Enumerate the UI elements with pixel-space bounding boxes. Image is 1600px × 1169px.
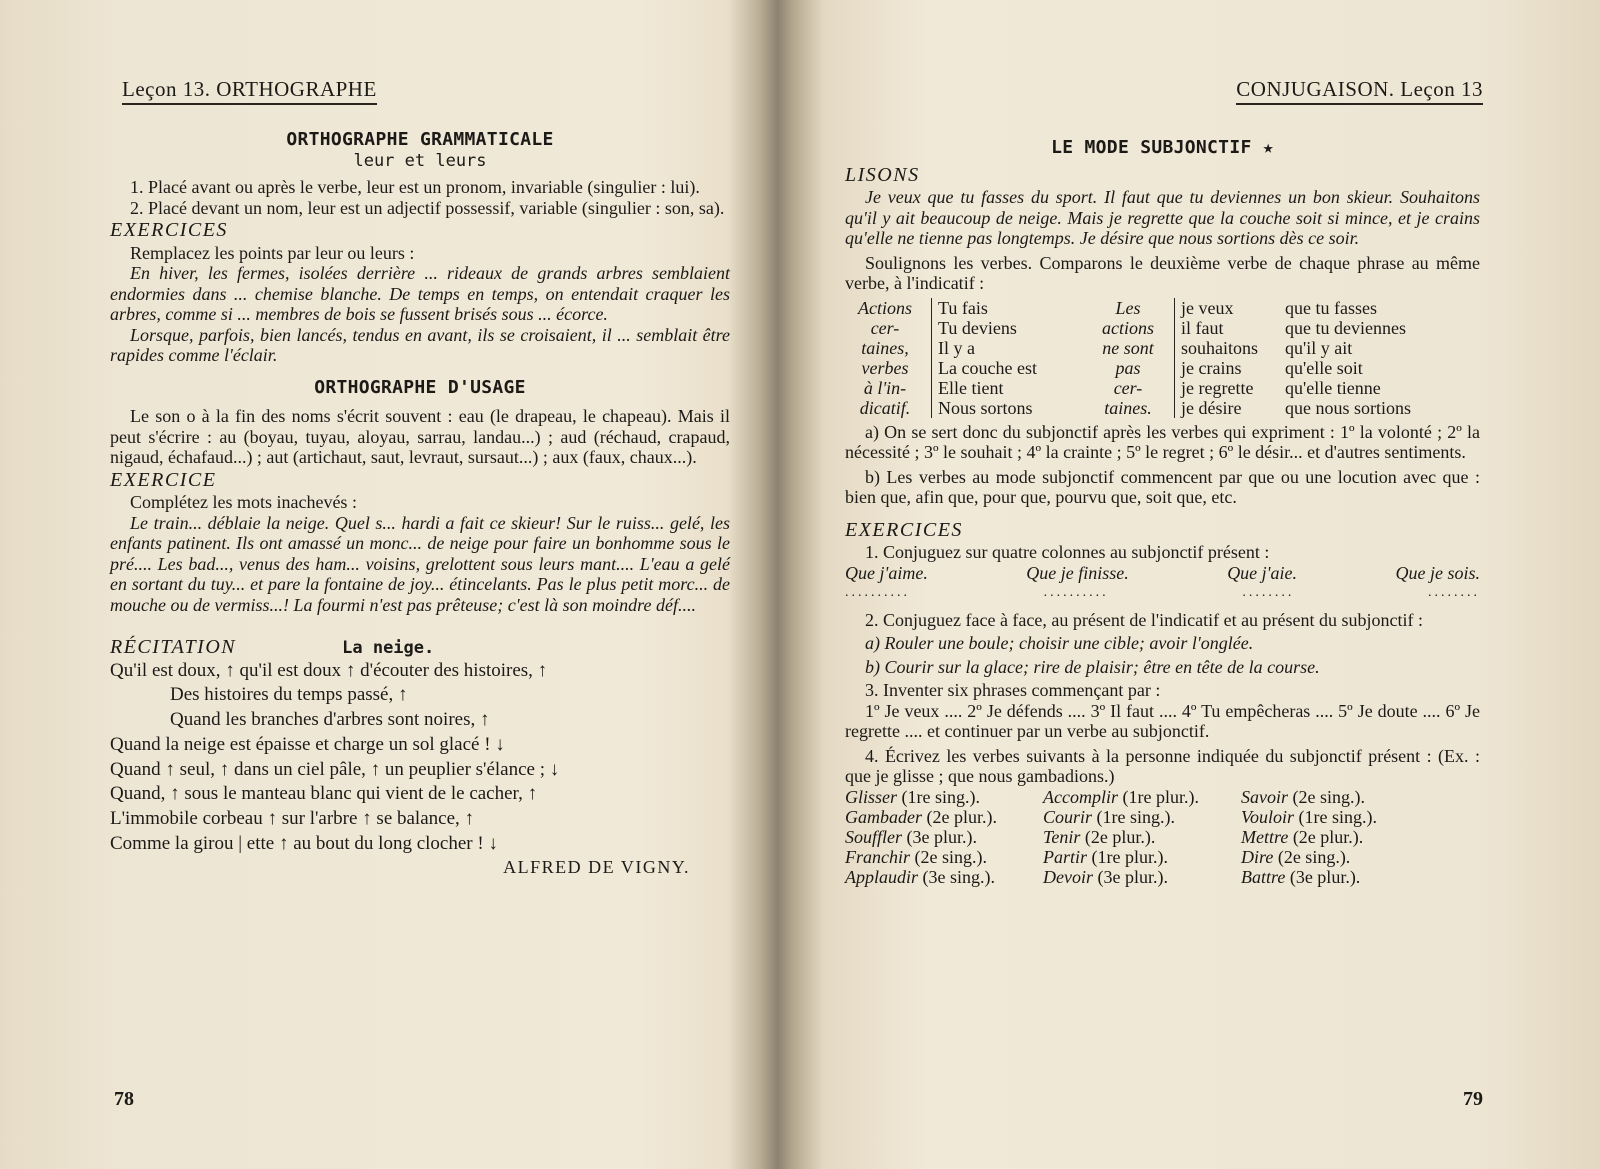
verb-cell: Savoir (2e sing.). xyxy=(1241,786,1365,807)
verb-cell: Souffler (3e plur.). xyxy=(845,826,977,847)
dots: ........ xyxy=(1427,585,1480,600)
verb-cell: Tenir (2e plur.). xyxy=(1043,826,1156,847)
section-subtitle: leur et leurs xyxy=(353,150,487,171)
poem-line: Qu'il est doux, ↑ qu'il est doux ↑ d'écouter des histoires, ↑ xyxy=(110,659,548,681)
section-title-grammaticale: ORTHOGRAPHE GRAMMATICALE xyxy=(286,129,554,150)
dots: .......... xyxy=(845,585,910,600)
verb-cell: Glisser (1re sing.). xyxy=(845,786,980,807)
model-verb: Que je sois. xyxy=(1395,562,1480,583)
subjunctive-column xyxy=(1285,298,1411,418)
main-verb: souhaitons xyxy=(1181,337,1259,358)
brace-right xyxy=(1174,298,1175,418)
indicative-verb: Nous sortons xyxy=(938,397,1033,418)
poem-line: Quand ↑ seul, ↑ dans un ciel pâle, ↑ un peuplier s'élance ; ↓ xyxy=(110,758,560,780)
poem-line: L'immobile corbeau ↑ sur l'arbre ↑ se balance, ↑ xyxy=(110,808,475,830)
page-number-left: 78 xyxy=(114,1088,134,1110)
verb-cell: Accomplir (1re plur.). xyxy=(1043,786,1199,807)
verb-cell: Gambader (2e plur.). xyxy=(845,806,997,827)
verb-cell: Courir (1re sing.). xyxy=(1043,806,1176,827)
dots: ........ xyxy=(1242,585,1295,600)
model-verb: Que j'aime. xyxy=(845,562,928,583)
main-verb: je crains xyxy=(1181,357,1242,378)
subjunctive-verb: que tu fasses xyxy=(1285,297,1377,318)
exercise-instruction: Remplacez les points par leur ou leurs : xyxy=(130,242,415,263)
running-head-right: CONJUGAISON. Leçon 13 xyxy=(1236,78,1483,105)
exercise-2: 2. Conjuguez face à face, au présent de l'indicatif et au présent du subjonctif : xyxy=(865,609,1424,630)
indicative-verb: Tu deviens xyxy=(938,317,1017,338)
comparison-left-label: Actions cer- taines, verbes à l'in- dicatif. xyxy=(858,297,912,418)
running-head-left: Leçon 13. ORTHOGRAPHE xyxy=(122,78,377,105)
indicative-verb: La couche est xyxy=(938,357,1037,378)
section-title-usage: ORTHOGRAPHE D'USAGE xyxy=(314,376,526,398)
poem-line: Des histoires du temps passé, ↑ xyxy=(170,684,408,706)
right-exercises-heading: EXERCICES xyxy=(845,518,963,541)
subjunctive-verb: qu'elle soit xyxy=(1285,357,1363,378)
verb-cell: Vouloir (1re sing.). xyxy=(1241,806,1377,827)
main-verb-column xyxy=(1181,298,1285,418)
exercise-2b: b) Courir sur la glace; rire de plaisir; être en tête de la course. xyxy=(865,656,1320,677)
page-number-right: 79 xyxy=(1463,1088,1483,1110)
subjunctive-verb: qu'il y ait xyxy=(1285,337,1353,358)
exercise-3-text: 1º Je veux .... 2º Je défends .... 3º Il faut .... 4º Tu empêcheras .... 5º Je doute .... 6º Je regrette .... et continuer par un verbe au subjonctif. xyxy=(845,700,1480,741)
subjunctive-verb: qu'elle tienne xyxy=(1285,377,1381,398)
brace-left xyxy=(931,298,932,418)
dots: .......... xyxy=(1043,585,1109,600)
lesson-title: LE MODE SUBJONCTIF ★ xyxy=(1051,137,1274,158)
recitation-heading: RÉCITATION xyxy=(110,636,237,658)
comparison-table xyxy=(845,298,1480,418)
main-verb: je désire xyxy=(1181,397,1242,418)
indicative-verb: Elle tient xyxy=(938,377,1004,398)
poem xyxy=(110,659,730,857)
lisons-heading: LISONS xyxy=(845,163,920,186)
exercise-4: 4. Écrivez les verbes suivants à la personne indiquée du subjonctif présent : (Ex. : que je glisse ; que nous gambadions.) xyxy=(845,745,1480,786)
exercise-2a: a) Rouler une boule; choisir une cible; avoir l'onglée. xyxy=(865,633,1254,653)
poem-title: La neige. xyxy=(342,638,435,658)
verb-cell: Battre (3e plur.). xyxy=(1241,866,1361,887)
usage-rule: Le son o à la fin des noms s'écrit souvent : eau (le drapeau, le chapeau). Mais il peut s'écrire : au (boyau, tuyau, aloyau, sarrau, landau...) ; aud (réchaud, crapaud, nigaud, échafaud...) ; aut (artichaut, saut, levraut, sursaut...) ; aux (faux, chaux...). xyxy=(110,406,730,467)
poem-line: Comme la girou | ette ↑ au bout du long clocher ! ↓ xyxy=(110,833,498,855)
exercises-heading: EXERCICES xyxy=(110,219,228,241)
main-verb: il faut xyxy=(1181,317,1224,338)
exercise-3: 3. Inventer six phrases commençant par : xyxy=(865,680,1161,700)
exercise-text-2: Lorsque, parfois, bien lancés, tendus en avant, ils se croisaient, il ... semblait être rapides comme l'éclair. xyxy=(110,324,730,365)
rule-2: 2. Placé devant un nom, leur est un adjectif possessif, variable (singulier : son, sa). xyxy=(130,197,725,218)
main-verb: je regrette xyxy=(1181,377,1254,398)
exercise-1-models xyxy=(845,563,1480,584)
subjunctive-verb: que nous sortions xyxy=(1285,397,1411,418)
exercise-1-dots xyxy=(845,583,1480,604)
indicative-verb: Tu fais xyxy=(938,297,988,318)
verbs-grid xyxy=(845,787,1480,887)
right-page xyxy=(845,0,1483,1169)
recitation-header xyxy=(110,637,730,659)
indicative-verb: Il y a xyxy=(938,337,975,358)
model-verb: Que j'aie. xyxy=(1227,562,1298,583)
lisons-text: Je veux que tu fasses du sport. Il faut que tu deviennes un bon skieur. Souhaitons qu'il y ait beaucoup de neige. Mais je regrette que la couche soit si mince, et je crains qu'elle ne tienne pas longtemps. Je désire que nous sortions dès ce soir. xyxy=(845,187,1480,248)
comparison-right-label: Les actions ne sont pas cer- taines. xyxy=(1102,297,1154,418)
lisons-instruction: Soulignons les verbes. Comparons le deuxième verbe de chaque phrase au même verbe, à l'indicatif : xyxy=(845,252,1480,293)
usage-exercise-text: Le train... déblaie la neige. Quel s... hardi a fait ce skieur! Sur le ruiss... gelé, les enfants patinent. Ils ont amassé un monc... de neige pour faire un bonhomme sous le pré.... Les bad..., venus des ham... voisins, grelottent sous leurs mant.... L'eau a gelé en sortant du tuy... et pare la fontaine de joy... étincelants. Pas le plus petit morc... de mouche ou de vermiss...! La fourmi n'est pas prêteuse; c'est là son moindre déf.... xyxy=(110,512,730,615)
subjunctive-verb: que tu deviennes xyxy=(1285,317,1406,338)
main-verb: je veux xyxy=(1181,297,1234,318)
exercise-heading: EXERCICE xyxy=(110,468,217,491)
verb-cell: Partir (1re plur.). xyxy=(1043,846,1168,867)
poem-author: ALFRED DE VIGNY. xyxy=(503,856,690,877)
exercise-text-1: En hiver, les fermes, isolées derrière ... rideaux de grands arbres semblaient endormies dans ... chemise blanche. De temps en temps, on entendait craquer les arbres, comme si ... membres de bois se fussent brisés sous ... écorce. xyxy=(110,263,730,324)
model-verb: Que je finisse. xyxy=(1026,562,1129,583)
left-body xyxy=(110,130,730,877)
verb-cell: Devoir (3e plur.). xyxy=(1043,866,1168,887)
rule-b: b) Les verbes au mode subjonctif commencent par que ou une locution avec que : bien que, afin que, pour que, pourvu que, soit que, etc. xyxy=(845,466,1480,507)
poem-line: Quand la neige est épaisse et charge un sol glacé ! ↓ xyxy=(110,733,505,755)
left-page xyxy=(110,0,730,1169)
verb-cell: Mettre (2e plur.). xyxy=(1241,826,1364,847)
verb-cell: Dire (2e sing.). xyxy=(1241,846,1351,867)
poem-line: Quand, ↑ sous le manteau blanc qui vient de le cacher, ↑ xyxy=(110,783,538,805)
rule-a: a) On se sert donc du subjonctif après les verbes qui expriment : 1º la volonté ; 2º la nécessité ; 3º le souhait ; 4º la crainte ; 5º le regret ; 6º le désir... et d'autres sentiments. xyxy=(845,421,1480,462)
exercise-1: 1. Conjuguez sur quatre colonnes au subjonctif présent : xyxy=(865,542,1270,562)
verb-cell: Franchir (2e sing.). xyxy=(845,846,987,867)
verb-cell: Applaudir (3e sing.). xyxy=(845,866,995,887)
poem-line: Quand les branches d'arbres sont noires, ↑ xyxy=(170,709,490,731)
right-body xyxy=(845,138,1480,887)
rule-1: 1. Placé avant ou après le verbe, leur est un pronom, invariable (singulier : lui). xyxy=(130,177,700,197)
usage-instruction: Complétez les mots inachevés : xyxy=(130,492,357,512)
indicative-column xyxy=(938,298,1088,418)
